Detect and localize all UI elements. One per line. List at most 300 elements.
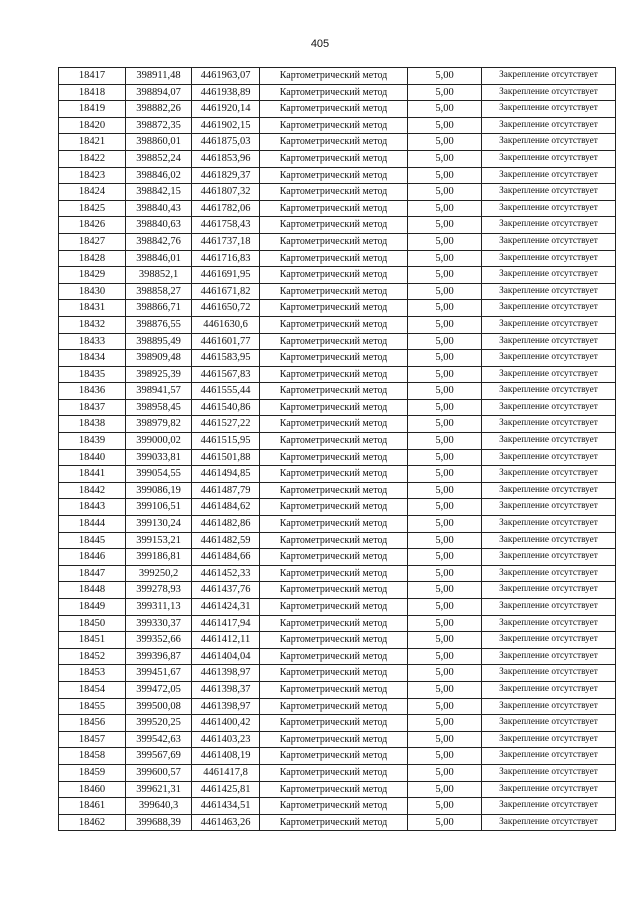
- point-number-cell: 18432: [59, 316, 126, 333]
- table-row: [59, 466, 616, 483]
- point-number-cell: 18434: [59, 350, 126, 367]
- accuracy-cell: 5,00: [408, 632, 482, 649]
- point-number-cell: 18438: [59, 416, 126, 433]
- method-cell: Картометрический метод: [260, 184, 408, 201]
- point-number-cell: 18426: [59, 217, 126, 234]
- y-coordinate-cell: 4461482,86: [192, 516, 260, 533]
- x-coordinate-cell: 399330,37: [126, 615, 192, 632]
- accuracy-cell: 5,00: [408, 399, 482, 416]
- table-row: [59, 449, 616, 466]
- x-coordinate-cell: 398979,82: [126, 416, 192, 433]
- point-number-cell: 18453: [59, 665, 126, 682]
- accuracy-cell: 5,00: [408, 516, 482, 533]
- accuracy-cell: 5,00: [408, 267, 482, 284]
- table-row: [59, 283, 616, 300]
- accuracy-cell: 5,00: [408, 68, 482, 85]
- x-coordinate-cell: 398860,01: [126, 134, 192, 151]
- table-row: [59, 167, 616, 184]
- x-coordinate-cell: 399600,57: [126, 764, 192, 781]
- y-coordinate-cell: 4461437,76: [192, 582, 260, 599]
- fixing-cell: Закрепление отсутствует: [482, 383, 616, 400]
- table-row: [59, 250, 616, 267]
- point-number-cell: 18452: [59, 648, 126, 665]
- x-coordinate-cell: 399000,02: [126, 433, 192, 450]
- y-coordinate-cell: 4461540,86: [192, 399, 260, 416]
- table-row: [59, 516, 616, 533]
- method-cell: Картометрический метод: [260, 68, 408, 85]
- y-coordinate-cell: 4461555,44: [192, 383, 260, 400]
- method-cell: Картометрический метод: [260, 665, 408, 682]
- accuracy-cell: 5,00: [408, 731, 482, 748]
- accuracy-cell: 5,00: [408, 184, 482, 201]
- table-row: [59, 798, 616, 815]
- x-coordinate-cell: 399186,81: [126, 549, 192, 566]
- point-number-cell: 18423: [59, 167, 126, 184]
- point-number-cell: 18460: [59, 781, 126, 798]
- method-cell: Картометрический метод: [260, 582, 408, 599]
- accuracy-cell: 5,00: [408, 599, 482, 616]
- method-cell: Картометрический метод: [260, 200, 408, 217]
- x-coordinate-cell: 398876,55: [126, 316, 192, 333]
- accuracy-cell: 5,00: [408, 333, 482, 350]
- method-cell: Картометрический метод: [260, 615, 408, 632]
- accuracy-cell: 5,00: [408, 200, 482, 217]
- table-row: [59, 416, 616, 433]
- fixing-cell: Закрепление отсутствует: [482, 399, 616, 416]
- point-number-cell: 18445: [59, 532, 126, 549]
- method-cell: Картометрический метод: [260, 333, 408, 350]
- fixing-cell: Закрепление отсутствует: [482, 84, 616, 101]
- table-row: [59, 499, 616, 516]
- point-number-cell: 18449: [59, 599, 126, 616]
- y-coordinate-cell: 4461434,51: [192, 798, 260, 815]
- point-number-cell: 18420: [59, 117, 126, 134]
- y-coordinate-cell: 4461782,06: [192, 200, 260, 217]
- fixing-cell: Закрепление отсутствует: [482, 698, 616, 715]
- point-number-cell: 18417: [59, 68, 126, 85]
- method-cell: Картометрический метод: [260, 150, 408, 167]
- y-coordinate-cell: 4461920,14: [192, 101, 260, 118]
- method-cell: Картометрический метод: [260, 283, 408, 300]
- fixing-cell: Закрепление отсутствует: [482, 350, 616, 367]
- y-coordinate-cell: 4461515,95: [192, 433, 260, 450]
- y-coordinate-cell: 4461853,96: [192, 150, 260, 167]
- method-cell: Картометрический метод: [260, 532, 408, 549]
- point-number-cell: 18431: [59, 300, 126, 317]
- x-coordinate-cell: 398852,1: [126, 267, 192, 284]
- fixing-cell: Закрепление отсутствует: [482, 267, 616, 284]
- accuracy-cell: 5,00: [408, 698, 482, 715]
- point-number-cell: 18419: [59, 101, 126, 118]
- table-row: [59, 383, 616, 400]
- y-coordinate-cell: 4461938,89: [192, 84, 260, 101]
- method-cell: Картометрический метод: [260, 748, 408, 765]
- point-number-cell: 18462: [59, 814, 126, 831]
- accuracy-cell: 5,00: [408, 565, 482, 582]
- accuracy-cell: 5,00: [408, 648, 482, 665]
- point-number-cell: 18439: [59, 433, 126, 450]
- point-number-cell: 18427: [59, 233, 126, 250]
- fixing-cell: Закрепление отсутствует: [482, 117, 616, 134]
- table-row: [59, 814, 616, 831]
- point-number-cell: 18442: [59, 482, 126, 499]
- y-coordinate-cell: 4461758,43: [192, 217, 260, 234]
- method-cell: Картометрический метод: [260, 300, 408, 317]
- accuracy-cell: 5,00: [408, 300, 482, 317]
- fixing-cell: Закрепление отсутствует: [482, 200, 616, 217]
- fixing-cell: Закрепление отсутствует: [482, 300, 616, 317]
- accuracy-cell: 5,00: [408, 101, 482, 118]
- accuracy-cell: 5,00: [408, 250, 482, 267]
- point-number-cell: 18458: [59, 748, 126, 765]
- table-row: [59, 748, 616, 765]
- x-coordinate-cell: 399451,67: [126, 665, 192, 682]
- x-coordinate-cell: 399472,05: [126, 681, 192, 698]
- y-coordinate-cell: 4461829,37: [192, 167, 260, 184]
- accuracy-cell: 5,00: [408, 615, 482, 632]
- method-cell: Картометрический метод: [260, 632, 408, 649]
- method-cell: Картометрический метод: [260, 267, 408, 284]
- table-row: [59, 200, 616, 217]
- point-number-cell: 18421: [59, 134, 126, 151]
- table-row: [59, 117, 616, 134]
- fixing-cell: Закрепление отсутствует: [482, 316, 616, 333]
- x-coordinate-cell: 398941,57: [126, 383, 192, 400]
- method-cell: Картометрический метод: [260, 565, 408, 582]
- fixing-cell: Закрепление отсутствует: [482, 283, 616, 300]
- accuracy-cell: 5,00: [408, 814, 482, 831]
- point-number-cell: 18456: [59, 715, 126, 732]
- method-cell: Картометрический метод: [260, 599, 408, 616]
- fixing-cell: Закрепление отсутствует: [482, 68, 616, 85]
- accuracy-cell: 5,00: [408, 748, 482, 765]
- table-row: [59, 549, 616, 566]
- fixing-cell: Закрепление отсутствует: [482, 665, 616, 682]
- table-row: [59, 599, 616, 616]
- y-coordinate-cell: 4461408,19: [192, 748, 260, 765]
- accuracy-cell: 5,00: [408, 549, 482, 566]
- accuracy-cell: 5,00: [408, 350, 482, 367]
- x-coordinate-cell: 398882,26: [126, 101, 192, 118]
- accuracy-cell: 5,00: [408, 466, 482, 483]
- fixing-cell: Закрепление отсутствует: [482, 715, 616, 732]
- accuracy-cell: 5,00: [408, 316, 482, 333]
- accuracy-cell: 5,00: [408, 416, 482, 433]
- method-cell: Картометрический метод: [260, 433, 408, 450]
- x-coordinate-cell: 399086,19: [126, 482, 192, 499]
- y-coordinate-cell: 4461398,97: [192, 665, 260, 682]
- fixing-cell: Закрепление отсутствует: [482, 134, 616, 151]
- x-coordinate-cell: 399640,3: [126, 798, 192, 815]
- method-cell: Картометрический метод: [260, 383, 408, 400]
- page-number: 405: [310, 38, 330, 50]
- point-number-cell: 18444: [59, 516, 126, 533]
- y-coordinate-cell: 4461417,94: [192, 615, 260, 632]
- accuracy-cell: 5,00: [408, 233, 482, 250]
- y-coordinate-cell: 4461463,26: [192, 814, 260, 831]
- point-number-cell: 18428: [59, 250, 126, 267]
- point-number-cell: 18425: [59, 200, 126, 217]
- x-coordinate-cell: 399311,13: [126, 599, 192, 616]
- y-coordinate-cell: 4461425,81: [192, 781, 260, 798]
- accuracy-cell: 5,00: [408, 167, 482, 184]
- x-coordinate-cell: 398846,02: [126, 167, 192, 184]
- point-number-cell: 18450: [59, 615, 126, 632]
- method-cell: Картометрический метод: [260, 167, 408, 184]
- table-row: [59, 399, 616, 416]
- fixing-cell: Закрепление отсутствует: [482, 167, 616, 184]
- y-coordinate-cell: 4461424,31: [192, 599, 260, 616]
- x-coordinate-cell: 398852,24: [126, 150, 192, 167]
- x-coordinate-cell: 399153,21: [126, 532, 192, 549]
- x-coordinate-cell: 398894,07: [126, 84, 192, 101]
- y-coordinate-cell: 4461487,79: [192, 482, 260, 499]
- y-coordinate-cell: 4461650,72: [192, 300, 260, 317]
- method-cell: Картометрический метод: [260, 117, 408, 134]
- x-coordinate-cell: 398911,48: [126, 68, 192, 85]
- method-cell: Картометрический метод: [260, 449, 408, 466]
- y-coordinate-cell: 4461583,95: [192, 350, 260, 367]
- x-coordinate-cell: 398909,48: [126, 350, 192, 367]
- y-coordinate-cell: 4461494,85: [192, 466, 260, 483]
- fixing-cell: Закрепление отсутствует: [482, 101, 616, 118]
- method-cell: Картометрический метод: [260, 549, 408, 566]
- accuracy-cell: 5,00: [408, 482, 482, 499]
- point-number-cell: 18455: [59, 698, 126, 715]
- fixing-cell: Закрепление отсутствует: [482, 599, 616, 616]
- point-number-cell: 18440: [59, 449, 126, 466]
- y-coordinate-cell: 4461403,23: [192, 731, 260, 748]
- y-coordinate-cell: 4461398,37: [192, 681, 260, 698]
- fixing-cell: Закрепление отсутствует: [482, 764, 616, 781]
- point-number-cell: 18457: [59, 731, 126, 748]
- y-coordinate-cell: 4461902,15: [192, 117, 260, 134]
- point-number-cell: 18448: [59, 582, 126, 599]
- y-coordinate-cell: 4461737,18: [192, 233, 260, 250]
- coordinates-table: [58, 67, 616, 831]
- fixing-cell: Закрепление отсутствует: [482, 150, 616, 167]
- accuracy-cell: 5,00: [408, 283, 482, 300]
- table-row: [59, 665, 616, 682]
- table-row: [59, 134, 616, 151]
- point-number-cell: 18435: [59, 366, 126, 383]
- x-coordinate-cell: 399520,25: [126, 715, 192, 732]
- fixing-cell: Закрепление отсутствует: [482, 366, 616, 383]
- point-number-cell: 18437: [59, 399, 126, 416]
- x-coordinate-cell: 398840,43: [126, 200, 192, 217]
- accuracy-cell: 5,00: [408, 532, 482, 549]
- method-cell: Картометрический метод: [260, 516, 408, 533]
- point-number-cell: 18443: [59, 499, 126, 516]
- method-cell: Картометрический метод: [260, 781, 408, 798]
- y-coordinate-cell: 4461963,07: [192, 68, 260, 85]
- coordinates-table-body: [59, 68, 616, 831]
- fixing-cell: Закрепление отсутствует: [482, 333, 616, 350]
- fixing-cell: Закрепление отсутствует: [482, 250, 616, 267]
- method-cell: Картометрический метод: [260, 466, 408, 483]
- table-row: [59, 648, 616, 665]
- fixing-cell: Закрепление отсутствует: [482, 549, 616, 566]
- fixing-cell: Закрепление отсутствует: [482, 449, 616, 466]
- y-coordinate-cell: 4461601,77: [192, 333, 260, 350]
- table-row: [59, 532, 616, 549]
- method-cell: Картометрический метод: [260, 416, 408, 433]
- table-row: [59, 433, 616, 450]
- point-number-cell: 18424: [59, 184, 126, 201]
- table-row: [59, 615, 616, 632]
- method-cell: Картометрический метод: [260, 764, 408, 781]
- fixing-cell: Закрепление отсутствует: [482, 681, 616, 698]
- fixing-cell: Закрепление отсутствует: [482, 615, 616, 632]
- accuracy-cell: 5,00: [408, 84, 482, 101]
- table-row: [59, 715, 616, 732]
- x-coordinate-cell: 399688,39: [126, 814, 192, 831]
- y-coordinate-cell: 4461482,59: [192, 532, 260, 549]
- accuracy-cell: 5,00: [408, 366, 482, 383]
- table-row: [59, 333, 616, 350]
- table-row: [59, 781, 616, 798]
- table-row: [59, 217, 616, 234]
- fixing-cell: Закрепление отсутствует: [482, 648, 616, 665]
- x-coordinate-cell: 399033,81: [126, 449, 192, 466]
- y-coordinate-cell: 4461691,95: [192, 267, 260, 284]
- point-number-cell: 18446: [59, 549, 126, 566]
- y-coordinate-cell: 4461501,88: [192, 449, 260, 466]
- point-number-cell: 18436: [59, 383, 126, 400]
- accuracy-cell: 5,00: [408, 582, 482, 599]
- fixing-cell: Закрепление отсутствует: [482, 184, 616, 201]
- x-coordinate-cell: 398925,39: [126, 366, 192, 383]
- y-coordinate-cell: 4461400,42: [192, 715, 260, 732]
- table-row: [59, 366, 616, 383]
- accuracy-cell: 5,00: [408, 764, 482, 781]
- fixing-cell: Закрепление отсутствует: [482, 217, 616, 234]
- point-number-cell: 18459: [59, 764, 126, 781]
- x-coordinate-cell: 399106,51: [126, 499, 192, 516]
- method-cell: Картометрический метод: [260, 681, 408, 698]
- x-coordinate-cell: 398958,45: [126, 399, 192, 416]
- method-cell: Картометрический метод: [260, 217, 408, 234]
- point-number-cell: 18461: [59, 798, 126, 815]
- x-coordinate-cell: 399054,55: [126, 466, 192, 483]
- fixing-cell: Закрепление отсутствует: [482, 466, 616, 483]
- x-coordinate-cell: 399250,2: [126, 565, 192, 582]
- accuracy-cell: 5,00: [408, 499, 482, 516]
- y-coordinate-cell: 4461417,8: [192, 764, 260, 781]
- y-coordinate-cell: 4461398,97: [192, 698, 260, 715]
- table-row: [59, 267, 616, 284]
- table-row: [59, 632, 616, 649]
- y-coordinate-cell: 4461412,11: [192, 632, 260, 649]
- table-row: [59, 350, 616, 367]
- fixing-cell: Закрепление отсутствует: [482, 516, 616, 533]
- y-coordinate-cell: 4461630,6: [192, 316, 260, 333]
- table-row: [59, 698, 616, 715]
- point-number-cell: 18429: [59, 267, 126, 284]
- accuracy-cell: 5,00: [408, 715, 482, 732]
- table-row: [59, 681, 616, 698]
- method-cell: Картометрический метод: [260, 648, 408, 665]
- method-cell: Картометрический метод: [260, 731, 408, 748]
- x-coordinate-cell: 399542,63: [126, 731, 192, 748]
- accuracy-cell: 5,00: [408, 449, 482, 466]
- method-cell: Картометрический метод: [260, 134, 408, 151]
- method-cell: Картометрический метод: [260, 399, 408, 416]
- y-coordinate-cell: 4461807,32: [192, 184, 260, 201]
- point-number-cell: 18451: [59, 632, 126, 649]
- x-coordinate-cell: 398846,01: [126, 250, 192, 267]
- method-cell: Картометрический метод: [260, 350, 408, 367]
- x-coordinate-cell: 399500,08: [126, 698, 192, 715]
- point-number-cell: 18418: [59, 84, 126, 101]
- table-row: [59, 482, 616, 499]
- fixing-cell: Закрепление отсутствует: [482, 416, 616, 433]
- method-cell: Картометрический метод: [260, 84, 408, 101]
- table-row: [59, 565, 616, 582]
- fixing-cell: Закрепление отсутствует: [482, 499, 616, 516]
- x-coordinate-cell: 399278,93: [126, 582, 192, 599]
- fixing-cell: Закрепление отсутствует: [482, 798, 616, 815]
- method-cell: Картометрический метод: [260, 798, 408, 815]
- fixing-cell: Закрепление отсутствует: [482, 233, 616, 250]
- fixing-cell: Закрепление отсутствует: [482, 482, 616, 499]
- fixing-cell: Закрепление отсутствует: [482, 565, 616, 582]
- accuracy-cell: 5,00: [408, 217, 482, 234]
- fixing-cell: Закрепление отсутствует: [482, 731, 616, 748]
- fixing-cell: Закрепление отсутствует: [482, 781, 616, 798]
- accuracy-cell: 5,00: [408, 681, 482, 698]
- accuracy-cell: 5,00: [408, 665, 482, 682]
- accuracy-cell: 5,00: [408, 134, 482, 151]
- y-coordinate-cell: 4461404,04: [192, 648, 260, 665]
- table-row: [59, 150, 616, 167]
- table-row: [59, 84, 616, 101]
- point-number-cell: 18447: [59, 565, 126, 582]
- fixing-cell: Закрепление отсутствует: [482, 748, 616, 765]
- y-coordinate-cell: 4461567,83: [192, 366, 260, 383]
- point-number-cell: 18454: [59, 681, 126, 698]
- y-coordinate-cell: 4461875,03: [192, 134, 260, 151]
- y-coordinate-cell: 4461484,62: [192, 499, 260, 516]
- accuracy-cell: 5,00: [408, 383, 482, 400]
- method-cell: Картометрический метод: [260, 250, 408, 267]
- x-coordinate-cell: 399396,87: [126, 648, 192, 665]
- table-row: [59, 233, 616, 250]
- fixing-cell: Закрепление отсутствует: [482, 814, 616, 831]
- x-coordinate-cell: 398866,71: [126, 300, 192, 317]
- x-coordinate-cell: 398842,15: [126, 184, 192, 201]
- point-number-cell: 18422: [59, 150, 126, 167]
- point-number-cell: 18430: [59, 283, 126, 300]
- x-coordinate-cell: 399352,66: [126, 632, 192, 649]
- fixing-cell: Закрепление отсутствует: [482, 433, 616, 450]
- y-coordinate-cell: 4461527,22: [192, 416, 260, 433]
- point-number-cell: 18433: [59, 333, 126, 350]
- point-number-cell: 18441: [59, 466, 126, 483]
- x-coordinate-cell: 399621,31: [126, 781, 192, 798]
- method-cell: Картометрический метод: [260, 233, 408, 250]
- method-cell: Картометрический метод: [260, 499, 408, 516]
- x-coordinate-cell: 398895,49: [126, 333, 192, 350]
- method-cell: Картометрический метод: [260, 366, 408, 383]
- method-cell: Картометрический метод: [260, 482, 408, 499]
- table-row: [59, 582, 616, 599]
- fixing-cell: Закрепление отсутствует: [482, 532, 616, 549]
- x-coordinate-cell: 398842,76: [126, 233, 192, 250]
- x-coordinate-cell: 398840,63: [126, 217, 192, 234]
- y-coordinate-cell: 4461484,66: [192, 549, 260, 566]
- fixing-cell: Закрепление отсутствует: [482, 582, 616, 599]
